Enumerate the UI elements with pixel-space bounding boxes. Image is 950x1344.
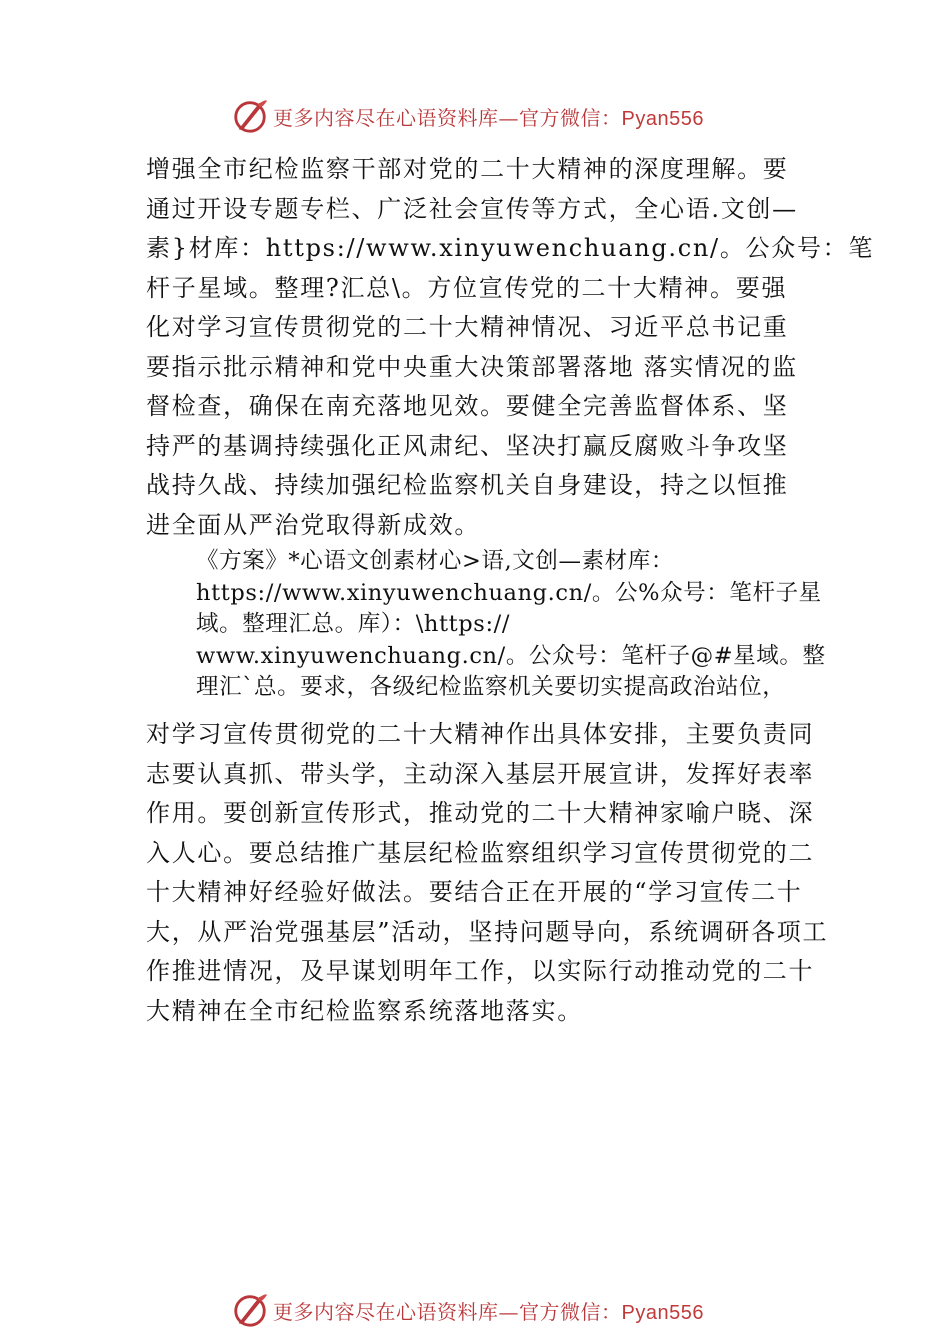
banner-text-cn: 更多内容尽在心语资料库—官方微信： xyxy=(273,1299,622,1324)
text-line: 通过开设专题专栏、广泛社会宣传等方式，全心语.文创— xyxy=(146,194,798,223)
text-line: 对学习宣传贯彻党的二十大精神作出具体安排，主要负责同 xyxy=(146,720,815,748)
header-banner xyxy=(0,96,950,136)
text-line: 督检查，确保在南充落地见效。要健全完善监督体系、坚 xyxy=(146,392,789,420)
text-line: 大精神在全市纪检监察系统落地落实。 xyxy=(146,996,583,1025)
quill-logo-icon xyxy=(231,1291,269,1329)
quote-block xyxy=(196,546,846,704)
quote-line: 域。整理汇总。库）：\https:// xyxy=(196,611,510,637)
text-line: 入人心。要总结推广基层纪检监察组织学习宣传贯彻党的二 xyxy=(146,838,815,867)
banner-text xyxy=(273,1296,704,1325)
text-line: 杆子星域。整理?汇总\。方位宣传党的二十大精神。要强 xyxy=(146,273,788,302)
text-line: 志要认真抓、带头学，主动深入基层开展宣讲，发挥好表率 xyxy=(146,759,815,788)
paragraph-2 xyxy=(146,715,846,1031)
quill-logo-icon xyxy=(231,97,269,135)
banner-text-cn: 更多内容尽在心语资料库—官方微信： xyxy=(273,105,622,130)
quote-line: 《方案》*心语文创素材心>语,文创—素材库： xyxy=(196,548,674,574)
text-line: 大，从严治党强基层”活动，坚持问题导向，系统调研各项工 xyxy=(146,917,829,946)
banner-wechat-id: Pyan556 xyxy=(621,107,704,130)
text-line: 增强全市纪检监察干部对党的二十大精神的深度理解。要 xyxy=(146,155,789,183)
text-line: 作推进情况，及早谋划明年工作，以实际行动推动党的二十 xyxy=(146,957,815,985)
banner-text xyxy=(273,102,704,131)
quote-line: https://www.xinyuwenchuang.cn/。公%众号：笔杆子星 xyxy=(196,579,822,606)
quote-line: 理汇`总。要求，各级纪检监察机关要切实提高政治站位， xyxy=(196,674,786,700)
text-line: 作用。要创新宣传形式，推动党的二十大精神家喻户晓、深 xyxy=(146,799,815,827)
text-line: 十大精神好经验好做法。要结合正在开展的“学习宣传二十 xyxy=(146,878,803,906)
text-line: 要指示批示精神和党中央重大决策部署落地 落实情况的监 xyxy=(146,352,798,381)
paragraph-1 xyxy=(146,150,875,545)
text-line: 素}材库：https://www.xinyuwenchuang.cn/。公众号：笔 xyxy=(146,234,875,262)
text-line: 持严的基调持续强化正风肃纪、坚决打赢反腐败斗争攻坚 xyxy=(146,431,789,460)
footer-banner xyxy=(0,1290,950,1330)
quote-line: www.xinyuwenchuang.cn/。公众号：笔杆子@#星域。整 xyxy=(196,642,826,669)
text-line: 化对学习宣传贯彻党的二十大精神情况、习近平总书记重 xyxy=(146,313,789,341)
banner-wechat-id: Pyan556 xyxy=(621,1301,704,1324)
text-line: 战持久战、持续加强纪检监察机关自身建设，持之以恒推 xyxy=(146,471,789,499)
text-line: 进全面从严治党取得新成效。 xyxy=(146,510,481,539)
